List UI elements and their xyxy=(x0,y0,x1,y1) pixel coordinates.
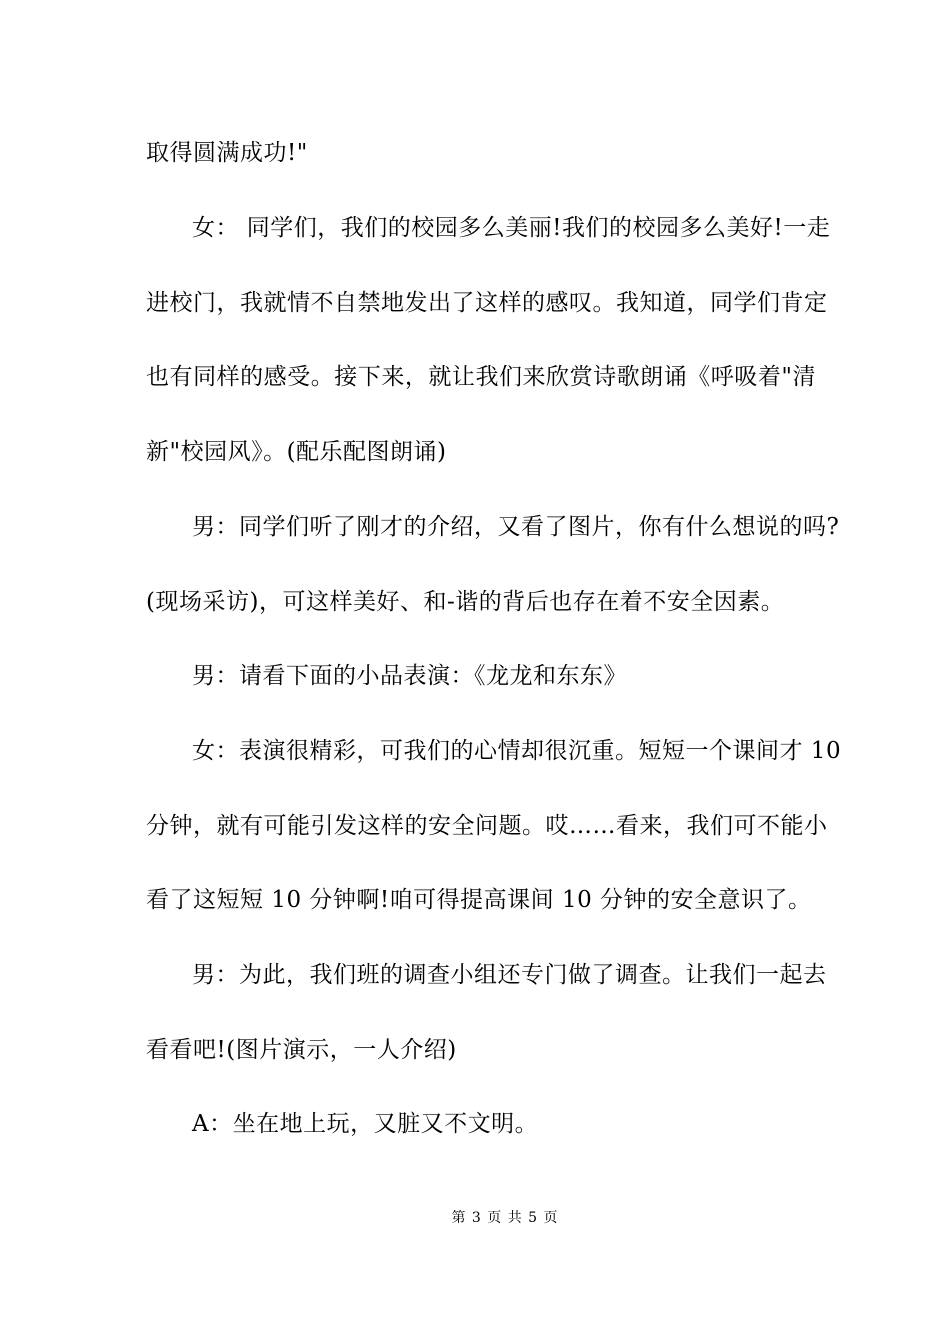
text-line: 男：为此，我们班的调查小组还专门做了调查。让我们一起去 xyxy=(192,962,827,988)
text-line: 女： 同学们，我们的校园多么美丽!我们的校园多么美好!一走 xyxy=(192,215,831,241)
text-line: 分钟，就有可能引发这样的安全问题。哎……看来，我们可不能小 xyxy=(146,813,828,839)
text-line: A：坐在地上玩，又脏又不文明。 xyxy=(192,1111,539,1137)
text-line: (现场采访)，可这样美好、和-谐的背后也存在着不安全因素。 xyxy=(146,589,785,615)
text-line: 也有同样的感受。接下来，就让我们来欣赏诗歌朗诵《呼吸着"清 xyxy=(146,364,816,390)
text-line: 进校门，我就情不自禁地发出了这样的感叹。我知道，同学们肯定 xyxy=(146,290,828,316)
text-line: 男：同学们听了刚才的介绍，又看了图片，你有什么想说的吗? xyxy=(192,514,840,540)
text-line: 看看吧!(图片演示，一人介绍) xyxy=(146,1037,457,1063)
text-line: 男：请看下面的小品表演：《龙龙和东东》 xyxy=(192,663,627,689)
text-line: 女：表演很精彩，可我们的心情却很沉重。短短一个课间才 10 xyxy=(192,738,842,764)
text-line: 看了这短短 10 分钟啊!咱可得提高课间 10 分钟的安全意识了。 xyxy=(146,887,812,913)
text-line: 取得圆满成功!" xyxy=(146,140,308,166)
text-line: 新"校园风》。(配乐配图朗诵) xyxy=(146,439,447,465)
page-number: 第 3 页 共 5 页 xyxy=(451,1210,559,1226)
